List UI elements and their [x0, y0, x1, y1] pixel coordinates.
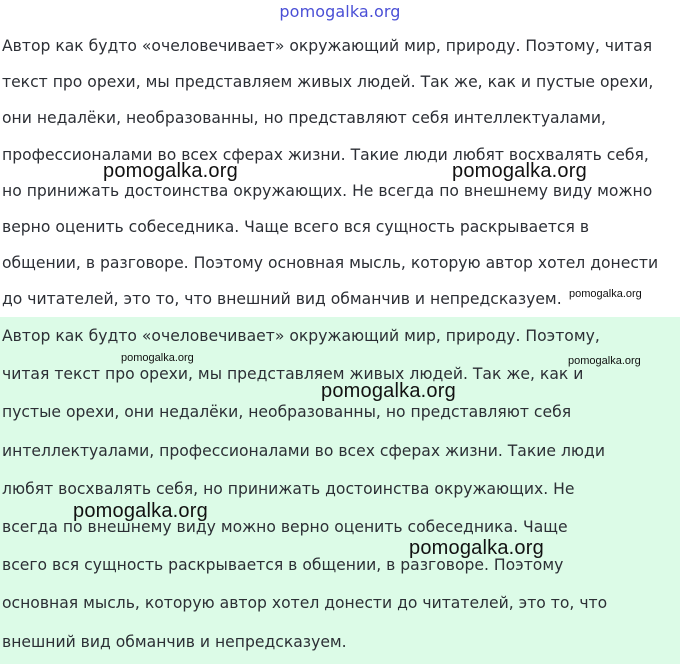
watermark: pomogalka.org [121, 352, 194, 364]
watermark: pomogalka.org [321, 380, 456, 402]
paragraph-line: верно оценить собеседника. Чаще всего вся сущность раскрывается в [2, 217, 590, 236]
watermark: pomogalka.org [452, 160, 587, 182]
paragraph-line: интеллектуалами, профессионалами во всех сферах жизни. Такие люди [2, 441, 605, 460]
paragraph-line: общении, в разговоре. Поэтому основная мысль, которую автор хотел донести [2, 254, 659, 273]
site-watermark-header: pomogalka.org [279, 2, 401, 21]
paragraph-line: всего вся сущность раскрывается в общении, в разговоре. Поэтому [2, 556, 564, 575]
paragraph-line: внешний вид обманчив и непредсказуем. [2, 632, 347, 651]
paragraph-line: основная мысль, которую автор хотел донести до читателей, это то, что [2, 594, 608, 613]
paragraph-line: но принижать достоинства окружающих. Не всегда по внешнему виду можно [2, 181, 653, 200]
paragraph-line: любят восхвалять себя, но принижать достоинства окружающих. Не [2, 479, 575, 498]
paragraph-1 [0, 28, 680, 318]
watermark: pomogalka.org [73, 500, 208, 522]
paragraph-line: пустые орехи, они недалёки, необразованны, но представляют себя [2, 403, 572, 422]
watermark: pomogalka.org [409, 537, 544, 559]
paragraph-line: всегда по внешнему виду можно верно оценить собеседника. Чаще [2, 517, 568, 536]
paragraph-2 [0, 317, 680, 661]
paragraph-line: они недалёки, необразованны, но представляют себя интеллектуалами, [2, 109, 606, 128]
paragraph-line: текст про орехи, мы представляем живых людей. Так же, как и пустые орехи, [2, 73, 654, 92]
watermark: pomogalka.org [103, 160, 238, 182]
watermark: pomogalka.org [569, 288, 642, 300]
paragraph-line: профессионалами во всех сферах жизни. Такие люди любят восхвалять себя, [2, 145, 649, 164]
watermark: pomogalka.org [568, 355, 641, 367]
paragraph-line: Автор как будто «очеловечивает» окружающий мир, природу. Поэтому, читая [2, 37, 653, 55]
paragraph-line: до читателей, это то, что внешний вид обманчив и непредсказуем. [2, 290, 562, 309]
paragraph-line: Автор как будто «очеловечивает» окружающий мир, природу. Поэтому, [2, 327, 600, 345]
paragraph-line: читая текст про орехи, мы представляем живых людей. Так же, как и [2, 365, 584, 384]
